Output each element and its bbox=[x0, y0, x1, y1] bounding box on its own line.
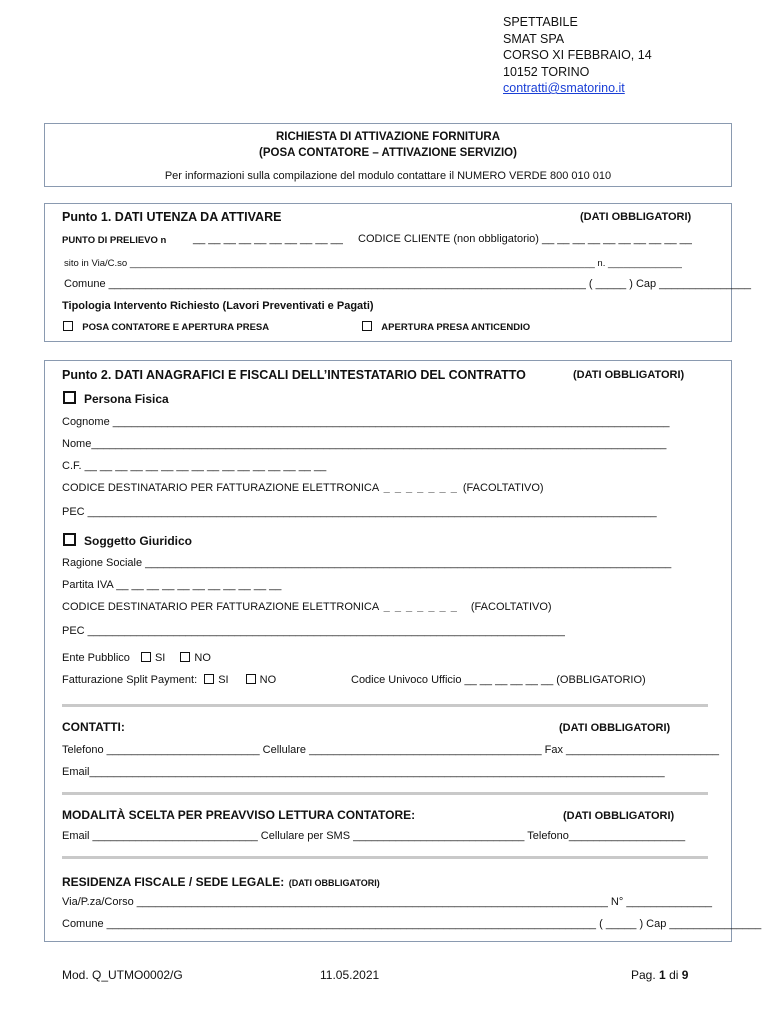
divider bbox=[62, 704, 708, 707]
codice-destinatario-label: CODICE DESTINATARIO PER FATTURAZIONE ELETTRONICA bbox=[62, 601, 379, 613]
page-total: 9 bbox=[681, 968, 689, 982]
required-note: (DATI OBBLIGATORI) bbox=[559, 722, 671, 734]
option-label: Soggetto Giuridico bbox=[84, 534, 192, 548]
ente-pubblico-label: Ente Pubblico bbox=[62, 652, 130, 664]
checkbox-icon[interactable] bbox=[180, 652, 190, 662]
option-label: SI bbox=[154, 652, 166, 664]
residenza-via-field[interactable]: Via/P.za/Corso _____________________________________________________________________________ N° ______________ bbox=[62, 896, 712, 908]
cf-field[interactable]: C.F. __ __ __ __ __ __ __ __ __ __ __ __ __ __ __ __ bbox=[62, 460, 327, 472]
option-label: APERTURA PRESA ANTICENDIO bbox=[381, 322, 531, 333]
form-header bbox=[44, 123, 732, 187]
modalita-title: MODALITÀ SCELTA PER PREAVVISO LETTURA CONTATORE: bbox=[62, 808, 416, 822]
contatti-phone-row[interactable]: Telefono _________________________ Cellulare ______________________________________ Fax _________________________ bbox=[62, 744, 719, 756]
codice-destinatario-field[interactable]: _ _ _ _ _ _ _ bbox=[383, 601, 458, 613]
prelievo-label: PUNTO DI PRELIEVO n bbox=[62, 235, 167, 246]
ragione-sociale-field[interactable]: Ragione Sociale ______________________________________________________________________________________ bbox=[62, 557, 672, 569]
soggetto-giuridico-option[interactable] bbox=[63, 533, 192, 548]
address-line: SMAT SPA bbox=[503, 31, 565, 46]
partita-iva-field[interactable]: Partita IVA __ __ __ __ __ __ __ __ __ __ __ bbox=[62, 579, 282, 591]
checkbox-icon[interactable] bbox=[63, 533, 76, 546]
page-current: 1 bbox=[659, 968, 666, 982]
split-no-option[interactable] bbox=[246, 674, 277, 686]
optional-note: (FACOLTATIVO) bbox=[462, 482, 544, 494]
cognome-field[interactable]: Cognome ___________________________________________________________________________________________ bbox=[62, 416, 670, 428]
required-note: (DATI OBBLIGATORI) bbox=[580, 211, 692, 223]
address-line: CORSO XI FEBBRAIO, 14 bbox=[503, 48, 652, 62]
option-label: Persona Fisica bbox=[84, 392, 169, 406]
option-label: NO bbox=[194, 652, 211, 664]
pec-field-2[interactable]: PEC ______________________________________________________________________________ bbox=[62, 625, 565, 637]
section-punto2 bbox=[44, 360, 762, 942]
form-date: 11.05.2021 bbox=[320, 968, 380, 982]
codice-destinatario-label: CODICE DESTINATARIO PER FATTURAZIONE ELETTRONICA bbox=[62, 482, 379, 494]
page-prefix: Pag. bbox=[631, 968, 656, 982]
option-label: SI bbox=[218, 674, 229, 686]
divider bbox=[62, 856, 708, 859]
option-posa-contatore[interactable] bbox=[63, 321, 269, 333]
email-link[interactable]: contratti@smatorino.it bbox=[503, 81, 625, 95]
checkbox-icon[interactable] bbox=[246, 674, 256, 684]
ente-no-option[interactable] bbox=[180, 652, 211, 664]
split-payment-row bbox=[62, 674, 276, 686]
prelievo-field[interactable]: __ __ __ __ __ __ __ __ __ __ bbox=[193, 233, 343, 245]
section-title: Punto 1. DATI UTENZA DA ATTIVARE bbox=[62, 210, 282, 224]
required-note: (DATI OBBLIGATORI) bbox=[563, 810, 675, 822]
codice-destinatario-field[interactable]: _ _ _ _ _ _ _ bbox=[383, 482, 458, 494]
section-punto1 bbox=[44, 203, 751, 342]
split-si-option[interactable] bbox=[204, 674, 228, 686]
modalita-row[interactable]: Email ___________________________ Cellulare per SMS ____________________________ Telefono___________________ bbox=[62, 830, 686, 842]
section-title: Punto 2. DATI ANAGRAFICI E FISCALI DELL’INTESTATARIO DEL CONTRATTO bbox=[62, 368, 526, 382]
pec-field[interactable]: PEC _____________________________________________________________________________________________ bbox=[62, 506, 657, 518]
info-line: Per informazioni sulla compilazione del modulo contattare il NUMERO VERDE 800 010 010 bbox=[164, 170, 612, 182]
checkbox-icon[interactable] bbox=[63, 391, 76, 404]
residenza-comune-field[interactable]: Comune ________________________________________________________________________________ ( _____ ) Cap _______________ bbox=[62, 918, 762, 930]
checkbox-icon[interactable] bbox=[141, 652, 151, 662]
recipient-address bbox=[503, 14, 652, 97]
address-line: 10152 TORINO bbox=[503, 64, 590, 79]
residenza-title-row bbox=[62, 873, 380, 891]
residenza-title: RESIDENZA FISCALE / SEDE LEGALE: bbox=[62, 875, 285, 889]
required-note: (DATI OBBLIGATORI) bbox=[288, 878, 380, 888]
page-separator: di bbox=[669, 968, 679, 982]
option-apertura-anticendio[interactable] bbox=[362, 321, 530, 333]
contatti-title: CONTATTI: bbox=[62, 720, 125, 734]
divider bbox=[62, 792, 708, 795]
optional-note: (FACOLTATIVO) bbox=[470, 601, 552, 613]
comune-field[interactable]: Comune ______________________________________________________________________________ ( _____ ) Cap _______________ bbox=[64, 278, 751, 290]
address-line: SPETTABILE bbox=[503, 15, 578, 29]
page-number bbox=[631, 968, 688, 982]
split-payment-label: Fatturazione Split Payment: bbox=[62, 674, 198, 686]
ente-si-option[interactable] bbox=[141, 652, 165, 664]
form-title: RICHIESTA DI ATTIVAZIONE FORNITURA bbox=[275, 131, 501, 143]
checkbox-icon[interactable] bbox=[204, 674, 214, 684]
option-label: POSA CONTATORE E APERTURA PRESA bbox=[82, 322, 270, 333]
tipologia-label: Tipologia Intervento Richiesto (Lavori Preventivati e Pagati) bbox=[62, 300, 374, 312]
checkbox-icon[interactable] bbox=[63, 321, 73, 331]
checkbox-icon[interactable] bbox=[362, 321, 372, 331]
form-subtitle: (POSA CONTATORE – ATTIVAZIONE SERVIZIO) bbox=[259, 147, 517, 159]
nome-field[interactable]: Nome______________________________________________________________________________________________ bbox=[62, 438, 667, 450]
sito-field[interactable]: sito in Via/C.so ________________________________________________________________________________________ n. ______________ bbox=[64, 258, 682, 269]
codice-destinatario-row-2 bbox=[62, 601, 552, 613]
codice-cliente-field[interactable]: CODICE CLIENTE (non obbligatorio) __ __ __ __ __ __ __ __ __ __ bbox=[358, 233, 692, 245]
persona-fisica-option[interactable] bbox=[63, 391, 169, 406]
required-note: (DATI OBBLIGATORI) bbox=[573, 369, 685, 381]
contatti-email-field[interactable]: Email______________________________________________________________________________________________ bbox=[62, 766, 665, 778]
option-label: NO bbox=[259, 674, 277, 686]
codice-destinatario-row-1 bbox=[62, 482, 544, 494]
codice-univoco-field[interactable]: Codice Univoco Ufficio __ __ __ __ __ __ (OBBLIGATORIO) bbox=[351, 674, 646, 686]
form-code: Mod. Q_UTMO0002/G bbox=[62, 968, 183, 982]
ente-pubblico-row bbox=[62, 652, 211, 664]
